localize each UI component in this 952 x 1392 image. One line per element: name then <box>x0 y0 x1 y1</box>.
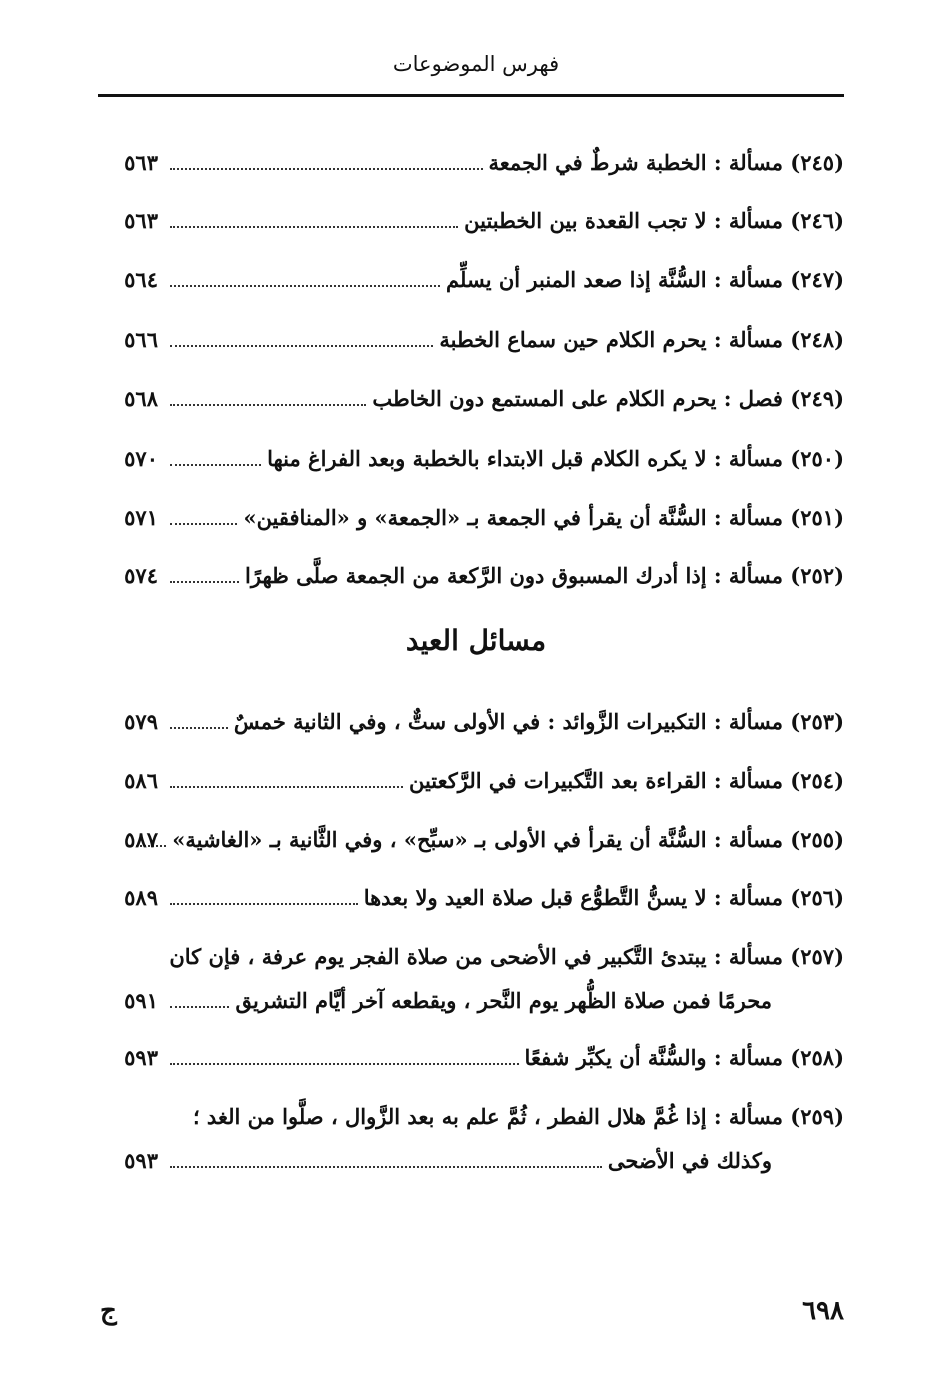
running-header: فهرس الموضوعات <box>392 52 560 76</box>
entry-text: (٢٥٤) مسألة : القراءة بعد التَّكبيرات في الرَّكعتين <box>408 767 844 793</box>
toc-entry <box>98 319 844 359</box>
section-title: مسائل العيد <box>405 624 547 657</box>
toc-entry <box>98 200 844 240</box>
entry-text: (٢٤٩) فصل : يحرم الكلام على المستمع دون الخاطب <box>372 385 844 411</box>
entry-text-line1: (٢٥٧) مسألة : يبتدئ التَّكبير في الأضحى من صلاة الفجر يوم عرفة ، فإن كان <box>169 943 844 969</box>
entry-page: ٥٨٩ <box>124 884 158 910</box>
entry-page: ٥٩٣ <box>124 1147 158 1173</box>
entry-page: ٥٧١ <box>124 504 158 530</box>
entry-text: (٢٥٢) مسألة : إذا أدرك المسبوق دون الرَّكعة من الجمعة صلَّى ظهرًا <box>245 562 844 588</box>
entry-text: (٢٥٠) مسألة : لا يكره الكلام قبل الابتداء بالخطبة وبعد الفراغ منها <box>267 445 844 471</box>
entry-text-line2: وكذلك في الأضحى <box>607 1147 772 1173</box>
toc-entry <box>98 497 844 537</box>
leader-dots <box>170 464 261 466</box>
leader-dots <box>170 1166 602 1168</box>
entry-text: (٢٤٧) مسألة : السُّنَّة إذا صعد المنبر أن يسلِّم <box>446 266 844 292</box>
toc-entry <box>98 378 844 418</box>
toc-entry <box>98 819 844 859</box>
entry-page: ٥٧٠ <box>124 445 158 471</box>
entry-page: ٥٦٨ <box>124 385 158 411</box>
entry-page: ٥٩٣ <box>124 1044 158 1070</box>
leader-dots <box>170 523 237 525</box>
leader-dots <box>170 345 433 347</box>
entry-text: (٢٥٦) مسألة : لا يسنُّ التَّطوُّع قبل صلاة العيد ولا بعدها <box>363 884 844 910</box>
toc-entry <box>98 936 844 1026</box>
entry-page: ٥٦٦ <box>124 326 158 352</box>
toc-entry <box>98 701 844 741</box>
entry-text: (٢٤٨) مسألة : يحرم الكلام حين سماع الخطبة <box>439 326 844 352</box>
leader-dots <box>170 903 358 905</box>
entry-text: (٢٥١) مسألة : السُّنَّة أن يقرأ في الجمعة بـ «الجمعة» و «المنافقين» <box>243 504 844 530</box>
entry-text: (٢٥٣) مسألة : التكبيرات الزَّوائد : في الأولى ستٌّ ، وفي الثانية خمسٌ <box>233 708 844 734</box>
entry-page: ٥٨٦ <box>124 767 158 793</box>
toc-entry <box>98 555 844 595</box>
leader-dots <box>170 727 228 729</box>
leader-dots <box>170 404 366 406</box>
page-number: ٦٩٨ <box>802 1296 844 1326</box>
toc-entry <box>98 1096 844 1186</box>
entry-page: ٥٩١ <box>124 987 158 1013</box>
toc-entry <box>98 259 844 299</box>
leader-dots <box>170 1063 519 1065</box>
leader-dots <box>170 226 458 228</box>
leader-dots <box>170 581 239 583</box>
leader-dots <box>170 285 440 287</box>
entry-text: (٢٤٦) مسألة : لا تجب القعدة بين الخطبتين <box>464 207 844 233</box>
toc-entry <box>98 760 844 800</box>
leader-dots <box>170 1006 229 1008</box>
entry-text-line2: محرمًا فمن صلاة الظُّهر يوم النَّحر ، ويقطعه آخر أيَّام التشريق <box>235 987 772 1013</box>
entry-page: ٥٦٣ <box>124 149 158 175</box>
toc-entry <box>98 877 844 917</box>
entry-page: ٥٨٧ <box>124 826 158 852</box>
leader-dots <box>170 786 403 788</box>
entry-page: ٥٦٣ <box>124 207 158 233</box>
entry-page: ٥٧٤ <box>124 562 158 588</box>
header-rule <box>98 94 844 97</box>
toc-entry <box>98 1037 844 1077</box>
entry-text-line1: (٢٥٩) مسألة : إذا غُمَّ هلال الفطر ، ثُمَّ علم به بعد الزَّوال ، صلَّوا من الغد ؛ <box>192 1103 844 1129</box>
entry-page: ٥٦٤ <box>124 266 158 292</box>
toc-entry <box>98 438 844 478</box>
entry-text: (٢٥٥) مسألة : السُّنَّة أن يقرأ في الأولى بـ «سبِّح» ، وفي الثَّانية بـ «الغاشية» <box>172 826 844 852</box>
entry-text: (٢٥٨) مسألة : والسُّنَّة أن يكبِّر شفعًا <box>524 1044 844 1070</box>
entry-page: ٥٧٩ <box>124 708 158 734</box>
entry-text: (٢٤٥) مسألة : الخطبة شرطٌ في الجمعة <box>488 149 844 175</box>
signature-mark: ج <box>100 1296 117 1326</box>
toc-entry <box>98 142 844 182</box>
leader-dots <box>170 168 483 170</box>
